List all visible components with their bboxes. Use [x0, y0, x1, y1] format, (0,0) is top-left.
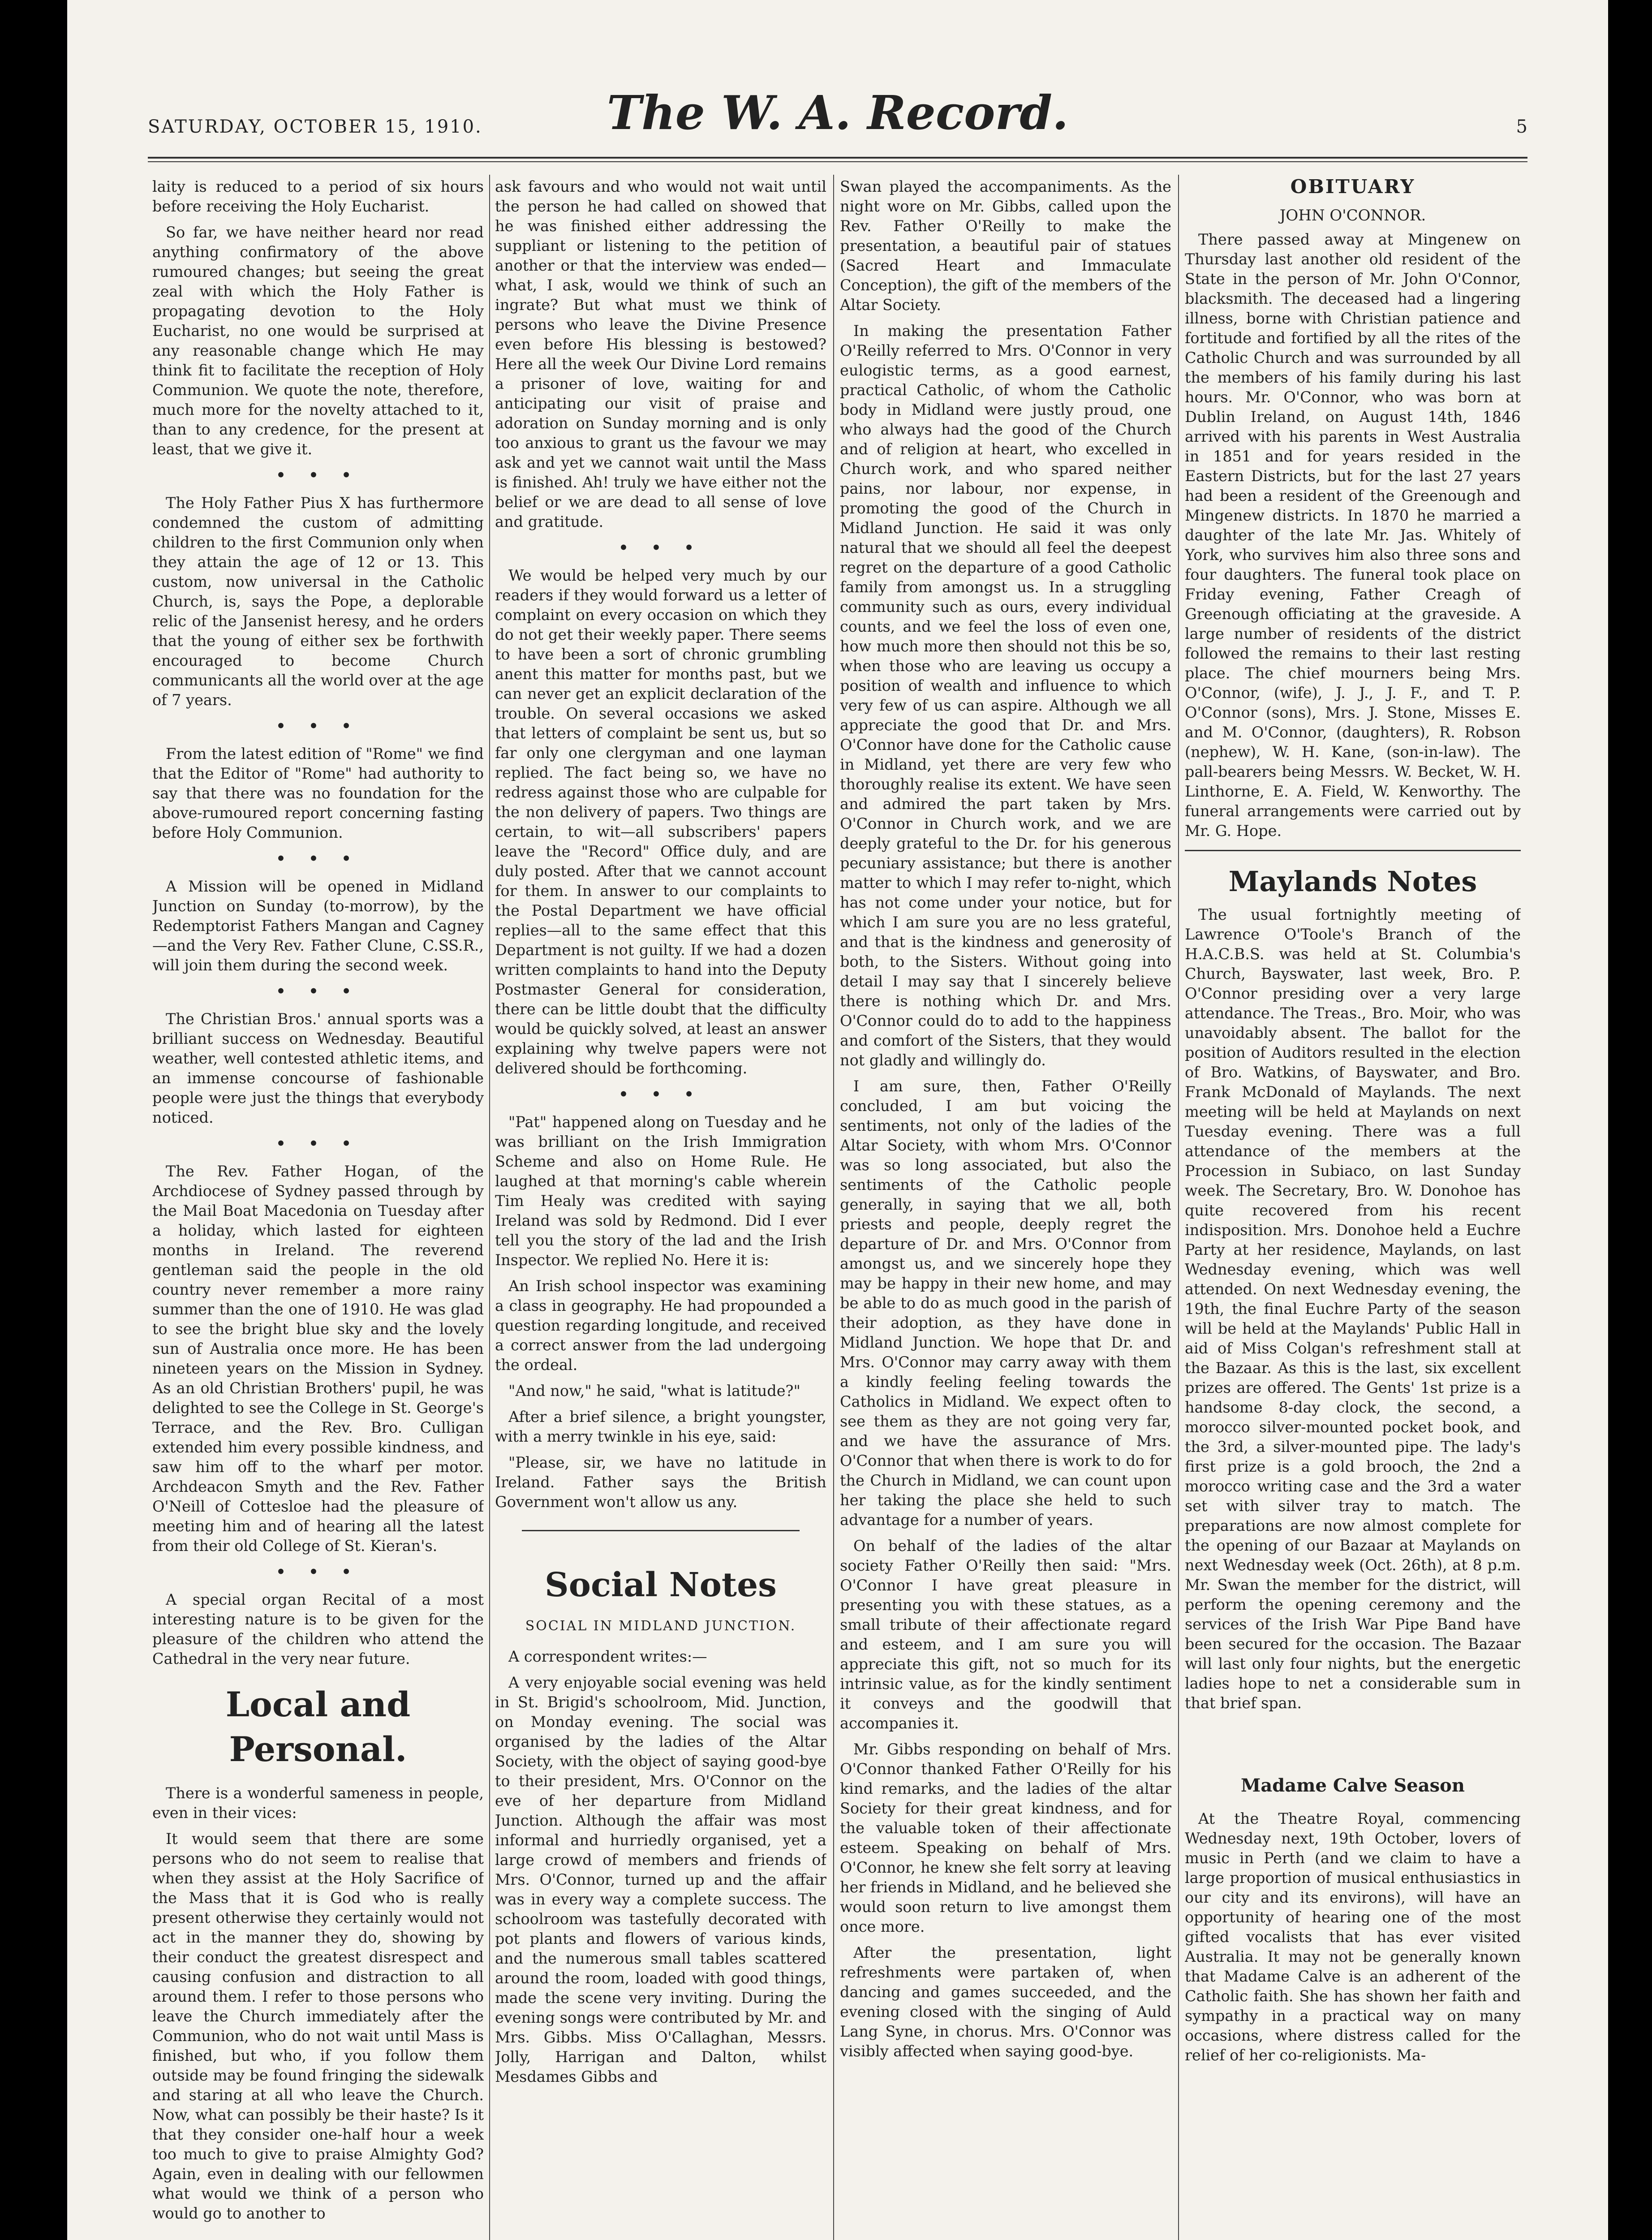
paragraph: The usual fortnightly meeting of Lawrence O'Toole's Branch of the H.A.C.B.S. was held at St. Columbia's Church, Bayswater, last week, Bro. P. O'Connor presiding over a very large attendance. The Treas., Bro. Moir, who was unavoidably absent. The ballot for the position of Auditors resulted in the election of Bro. Watkins, of Bayswater, and Bro. Frank McDonald of Maylands. The next meeting will be held at Maylands on next Tuesday evening. There was a full attendance of the members at the Procession in Subiaco, on last Sunday week. The Secretary, Bro. W. Donohoe has quite recovered from his recent indisposition. Mrs. Donohoe held a Euchre Party at her residence, Maylands, on last Wednesday evening, which was well attended. On next Wednesday evening, the 19th, the final Euchre Party of the season will be held at the Maylands' Public Hall in aid of Miss Colgan's refreshment stall at the Bazaar. As this is the last, six excellent prizes are offered. The Gents' 1st prize is a handsome 8-day clock, the second, a morocco silver-mounted pocket book, and the 3rd, a silver-mounted pipe. The lady's first prize is a gold brooch, the 2nd a morocco writing case and the 3rd a water set with silver tray to match. The preparations are now almost complete for the opening of our Bazaar at Maylands on next Wednesday week (Oct. 26th), at 8 p.m. Mr. Swan the member for the district, will perform the opening ceremony and the services of the Irish War Pipe Band have been secured for the occasion. The Bazaar will last only four nights, but the energetic ladies hope to net a considerable sum in that brief span. [1185, 906, 1521, 1712]
paragraph: A very enjoyable social evening was held in St. Brigid's schoolroom, Mid. Junction, on Monday evening. The social was organised by the ladies of the Altar Society, with the object of saying good-bye to their president, Mrs. O'Connor on the eve of her departure from Midland Junction. Although the affair was most informal and hurriedly organised, yet a large crowd of members and friends of Mrs. O'Connor, turned up and the affair was in every way a complete success. The schoolroom was tastefully decorated with pot plants and flowers of various kinds, and the numerous small tables scattered around the room, loaded with good things, made the scene very inviting. During the evening songs were contributed by Mr. and Mrs. Gibbs. Miss O'Callaghan, Messrs. Jolly, Harrigan and Dalton, whilst Mesdames Gibbs and [495, 1674, 826, 2085]
section-heading-maylands-notes: Maylands Notes [1228, 865, 1477, 898]
paragraph: A correspondent writes:— [508, 1648, 707, 1665]
masthead-rule [148, 157, 1527, 162]
paragraph: "Pat" happened along on Tuesday and he was brilliant on the Irish Immigration Scheme and also on Home Rule. He laughed at that morning's cable wherein Tim Healy was credited with saying Ireland was sold by Redmond. Did I ever tell you the story of the lad and the Irish Inspector. We replied No. Here it is: [495, 1113, 826, 1269]
paragraph: It would seem that there are some persons who do not seem to realise that when they assist at the Holy Sacrifice of the Mass that it is God who is really present otherwise they certainly would not act in the manner they do, showing by their conduct the greatest disrespect and causing confusion and distraction to all around them. I refer to those persons who leave the Church immediately after the Communion, who do not wait until Mass is finished, but who, if you follow them outside may be found fringing the sidewalk and staring at all who leave the Church. Now, what can possibly be their haste? Is it that they consider one-half hour a week too much to give to praise Almighty God? Again, even in dealing with our fellowmen what would we think of a person who would go to another to [152, 1830, 484, 2222]
column-4 [1185, 177, 1521, 2240]
obituary-name: JOHN O'CONNOR. [1279, 207, 1426, 224]
section-heading-madame-calve: Madame Calve Season [1241, 1775, 1465, 1796]
section-separator: • • • [276, 1563, 360, 1581]
section-separator: • • • [276, 717, 360, 735]
paragraph: Swan played the accompaniments. As the night wore on Mr. Gibbs, called upon the Rev. Father O'Reilly to make the presentation, a beautiful pair of statues (Sacred Heart and Immaculate Conception), the gift of the members of the Altar Society. [840, 178, 1171, 314]
column-divider [1178, 175, 1179, 2240]
paragraph: From the latest edition of "Rome" we find that the Editor of "Rome" had authority to say that there was no foundation for the above-rumoured report concerning fasting before Holy Communion. [152, 745, 484, 841]
column-divider [489, 175, 490, 2240]
section-subheading: SOCIAL IN MIDLAND JUNCTION. [525, 1618, 796, 1634]
paragraph: Mr. Gibbs responding on behalf of Mrs. O'Connor thanked Father O'Reilly for his kind remarks, and the ladies of the altar Society for their great kindness, and for the valuable token of their affectionate esteem. Speaking on behalf of Mrs. O'Connor, he knew she felt sorry at leaving her friends in Midland, and he believed she would soon return to live amongst them once more. [840, 1740, 1171, 1935]
section-separator: • • • [276, 850, 360, 867]
section-separator: • • • [276, 1135, 360, 1152]
paragraph: So far, we have neither heard nor read anything confirmatory of the above rumoured changes; but seeing the great zeal with which the Holy Father is propagating devotion to the Holy Eucharist, no one would be surprised at any reasonable change which He may think fit to facilitate the reception of Holy Communion. We quote the note, therefore, much more for the novelty attached to it, than to any credence, for the present at least, that we give it. [152, 224, 484, 458]
section-separator: • • • [276, 982, 360, 1000]
column-divider [833, 175, 834, 2240]
paragraph: A Mission will be opened in Midland Junction on Sunday (to-morrow), by the Redemptorist Fathers Mangan and Cagney—and the Very Rev. Father Clune, C.SS.R., will join them during the second week. [152, 878, 484, 974]
paragraph: "And now," he said, "what is latitude?" [508, 1382, 800, 1400]
paragraph: After a brief silence, a bright youngster, with a merry twinkle in his eye, said: [495, 1408, 826, 1445]
paragraph: The Christian Bros.' annual sports was a brilliant success on Wednesday. Beautiful weather, well contested athletic items, and an immense concourse of fashionable people were just the things that everybody noticed. [152, 1010, 484, 1126]
paragraph: The Rev. Father Hogan, of the Archdiocese of Sydney passed through by the Mail Boat Macedonia on Tuesday after a holiday, which lasted for eighteen months in Ireland. The reverend gentleman said the people in the old country never remember a more rainy summer than the one of 1910. He was glad to see the bright blue sky and the lovely sun of Australia once more. He has been nineteen years on the Mission in Sydney. As an old Christian Brothers' pupil, he was delighted to see the College in St. George's Terrace, and the Rev. Bro. Culligan extended him every possible kindness, and saw him off to the wharf per motor. Archdeacon Smyth and the Rev. Father O'Neill of Cottesloe had the pleasure of meeting him and of hearing all the latest from their old College of St. Kieran's. [152, 1163, 484, 1555]
column-1 [152, 177, 484, 2240]
paragraph: In making the presentation Father O'Reilly referred to Mrs. O'Connor in very eulogistic terms, as a good earnest, practical Catholic, of whom the Catholic body in Midland were justly proud, one who always had the good of the Church and of religion at heart, who excelled in Church work, and who spared neither pains, nor labour, nor expense, in promoting the good of the Church in Midland Junction. He said it was only natural that we should all feel the deepest regret on the departure of a good Catholic family from amongst us. In a struggling community such as ours, every individual counts, and we feel the loss of even one, how much more then should not this be so, when those who are leaving us occupy a position of wealth and influence to which very few of us can aspire. Although we all appreciate the good that Dr. and Mrs. O'Connor have done for the Catholic cause in Midland, yet there are very few who thoroughly realise its extent. We have seen and admired the part taken by Mrs. O'Connor in Church work, and we are deeply grateful to the Dr. for his generous pecuniary assistance; but there is another matter to which I may refer to-night, which has not come under your notice, but for which I am sure you are no less grateful, and that is the kindness and generosity of both, to the Sisters. Without going into detail I may say that I sincerely believe there is nothing which Dr. and Mrs. O'Connor could do to add to the happiness and comfort of the Sisters, that they would not gladly and willingly do. [840, 322, 1171, 1069]
issue-date: SATURDAY, OCTOBER 15, 1910. [148, 116, 482, 137]
paragraph: There passed away at Mingenew on Thursday last another old resident of the State in the person of Mr. John O'Connor, blacksmith. The deceased had a lingering illness, borne with Christian patience and fortitude and fortified by all the rites of the Catholic Church and was surrounded by all the members of his family during his last hours. Mr. O'Connor, who was born at Dublin Ireland, on August 14th, 1846 arrived with his parents in West Australia in 1851 and for years resided in the Eastern Districts, but for the last 27 years had been a resident of the Greenough and Mingenew districts. In 1870 he married a daughter of the late Mr. Jas. Whitely of York, who survives him also three sons and four daughters. The funeral took place on Friday evening, Father Creagh of Greenough officiating at the graveside. A large number of residents of the district followed the remains to their last resting place. The chief mourners being Mrs. O'Connor, (wife), J. J., J. F., and T. P. O'Connor (sons), Mrs. J. Stone, Misses E. and M. O'Connor, (daughters), R. Robson (nephew), W. H. Kane, (son-in-law). The pall-bearers being Messrs. W. Becket, W. H. Linthorne, E. A. Field, W. Kenworthy. The funeral arrangements were carried out by Mr. G. Hope. [1185, 231, 1521, 840]
column-2 [495, 177, 826, 2240]
paragraph: "Please, sir, we have no latitude in Ireland. Father says the British Government won't allow us any. [495, 1454, 826, 1511]
paragraph: After the presentation, light refreshments were partaken of, when dancing and games succeeded, and the evening closed with the singing of Auld Lang Syne, in chorus. Mrs. O'Connor was visibly affected when saying good-bye. [840, 1944, 1171, 2060]
section-heading-social-notes: Social Notes [545, 1566, 777, 1604]
paragraph: An Irish school inspector was examining a class in geography. He had propounded a question regarding longitude, and received a correct answer from the lad undergoing the ordeal. [495, 1277, 826, 1374]
masthead [148, 85, 1527, 152]
section-heading-local-personal: Local and Personal. [225, 1684, 411, 1769]
paragraph: A special organ Recital of a most interesting nature is to be given for the pleasure of the children who attend the Cathedral in the very near future. [152, 1591, 484, 1667]
paragraph: I am sure, then, Father O'Reilly concluded, I am but voicing the sentiments, not only of the ladies of the Altar Society, with whom Mrs. O'Connor was so long associated, but also the sentiments of the Catholic people generally, in saying that we all, both priests and people, deeply regret the departure of Dr. and Mrs. O'Connor from amongst us, and we sincerely hope they may be happy in their new home, and may be able to do as much good in the parish of their adoption, as they have done in Midland Junction. We hope that Dr. and Mrs. O'Connor may carry away with them a kindly feeling feeling towards the Catholics in Midland. We expect often to see them as they are not going very far, and we have the assurance of Mrs. O'Connor that when there is work to do for the Church in Midland, we can count upon her taking the place she held to such advantage for a number of years. [840, 1077, 1171, 1529]
divider [1185, 850, 1521, 851]
newspaper-page [67, 0, 1608, 2240]
newspaper-title: The W. A. Record. [607, 85, 1069, 140]
paragraph: ask favours and who would not wait until the person he had called on showed that he was finished either addressing the suppliant or listening to the petition of another or that the interview was ended—what, I ask, would we think of such an ingrate? But what must we think of persons who leave the Divine Presence even before His blessing is bestowed? Here all the week Our Divine Lord remains a prisoner of love, waiting for and anticipating our visit of praise and adoration on Sunday morning and is only too anxious to grant us the favour we may ask and yet we cannot wait until the Mass is finished. Ah! truly we have either not the belief or we are dead to all sense of love and gratitude. [495, 178, 826, 530]
section-separator: • • • [619, 1086, 703, 1103]
paragraph: There is a wonderful sameness in people, even in their vices: [152, 1784, 484, 1822]
paragraph: On behalf of the ladies of the altar society Father O'Reilly then said: "Mrs. O'Connor I have great pleasure in presenting you with these statues, as a small tribute of their affectionate regard and esteem, and I am sure you will appreciate this gift, not so much for its intrinsic value, as for the kindly sentiment it conveys and the goodwill that accompanies it. [840, 1537, 1171, 1732]
section-separator: • • • [619, 539, 703, 556]
paragraph: The Holy Father Pius X has furthermore condemned the custom of admitting children to the first Communion only when they attain the age of 12 or 13. This custom, now universal in the Catholic Church, is, says the Pope, a deplorable relic of the Jansenist heresy, and he orders that the young of either sex be forthwith encouraged to become Church communicants all the world over at the age of 7 years. [152, 494, 484, 709]
paragraph: We would be helped very much by our readers if they would forward us a letter of complaint on every occasion on which they do not get their weekly paper. There seems to have been a sort of chronic grumbling anent this matter for months past, but we can never get an explicit declaration of the trouble. On several occasions we asked that letters of complaint be sent us, but so far only one clergyman and one layman replied. The fact being so, we have no redress against those who are culpable for the non delivery of papers. Two things are certain, to wit—all subscribers' papers leave the "Record" Office duly, and are duly posted. After that we cannot account for them. In answer to our complaints to the Postal Department we have official replies—all to the same effect that this Department is not guilty. If we had a dozen written complaints to hand into the Deputy Postmaster General for consideration, there can be little doubt that the difficulty would be quickly solved, at least an answer explaining why twelve papers were not delivered should be forthcoming. [495, 567, 826, 1077]
paragraph: At the Theatre Royal, commencing Wednesday next, 19th October, lovers of music in Perth (and we claim to have a large proportion of musical enthusiastics in our city and its environs), will have an opportunity of hearing one of the most gifted vocalists that has ever visited Australia. It may not be generally known that Madame Calve is an adherent of the Catholic faith. She has shown her faith and sympathy in a practical way on many occasions, where distress called for the relief of her co-religionists. Ma- [1185, 1810, 1521, 2064]
section-heading-obituary: OBITUARY [1290, 177, 1415, 198]
column-3 [840, 177, 1171, 2240]
paragraph: laity is reduced to a period of six hours before receiving the Holy Eucharist. [152, 178, 484, 215]
page-number: 5 [1516, 116, 1527, 137]
divider [522, 1530, 800, 1531]
section-separator: • • • [276, 466, 360, 484]
